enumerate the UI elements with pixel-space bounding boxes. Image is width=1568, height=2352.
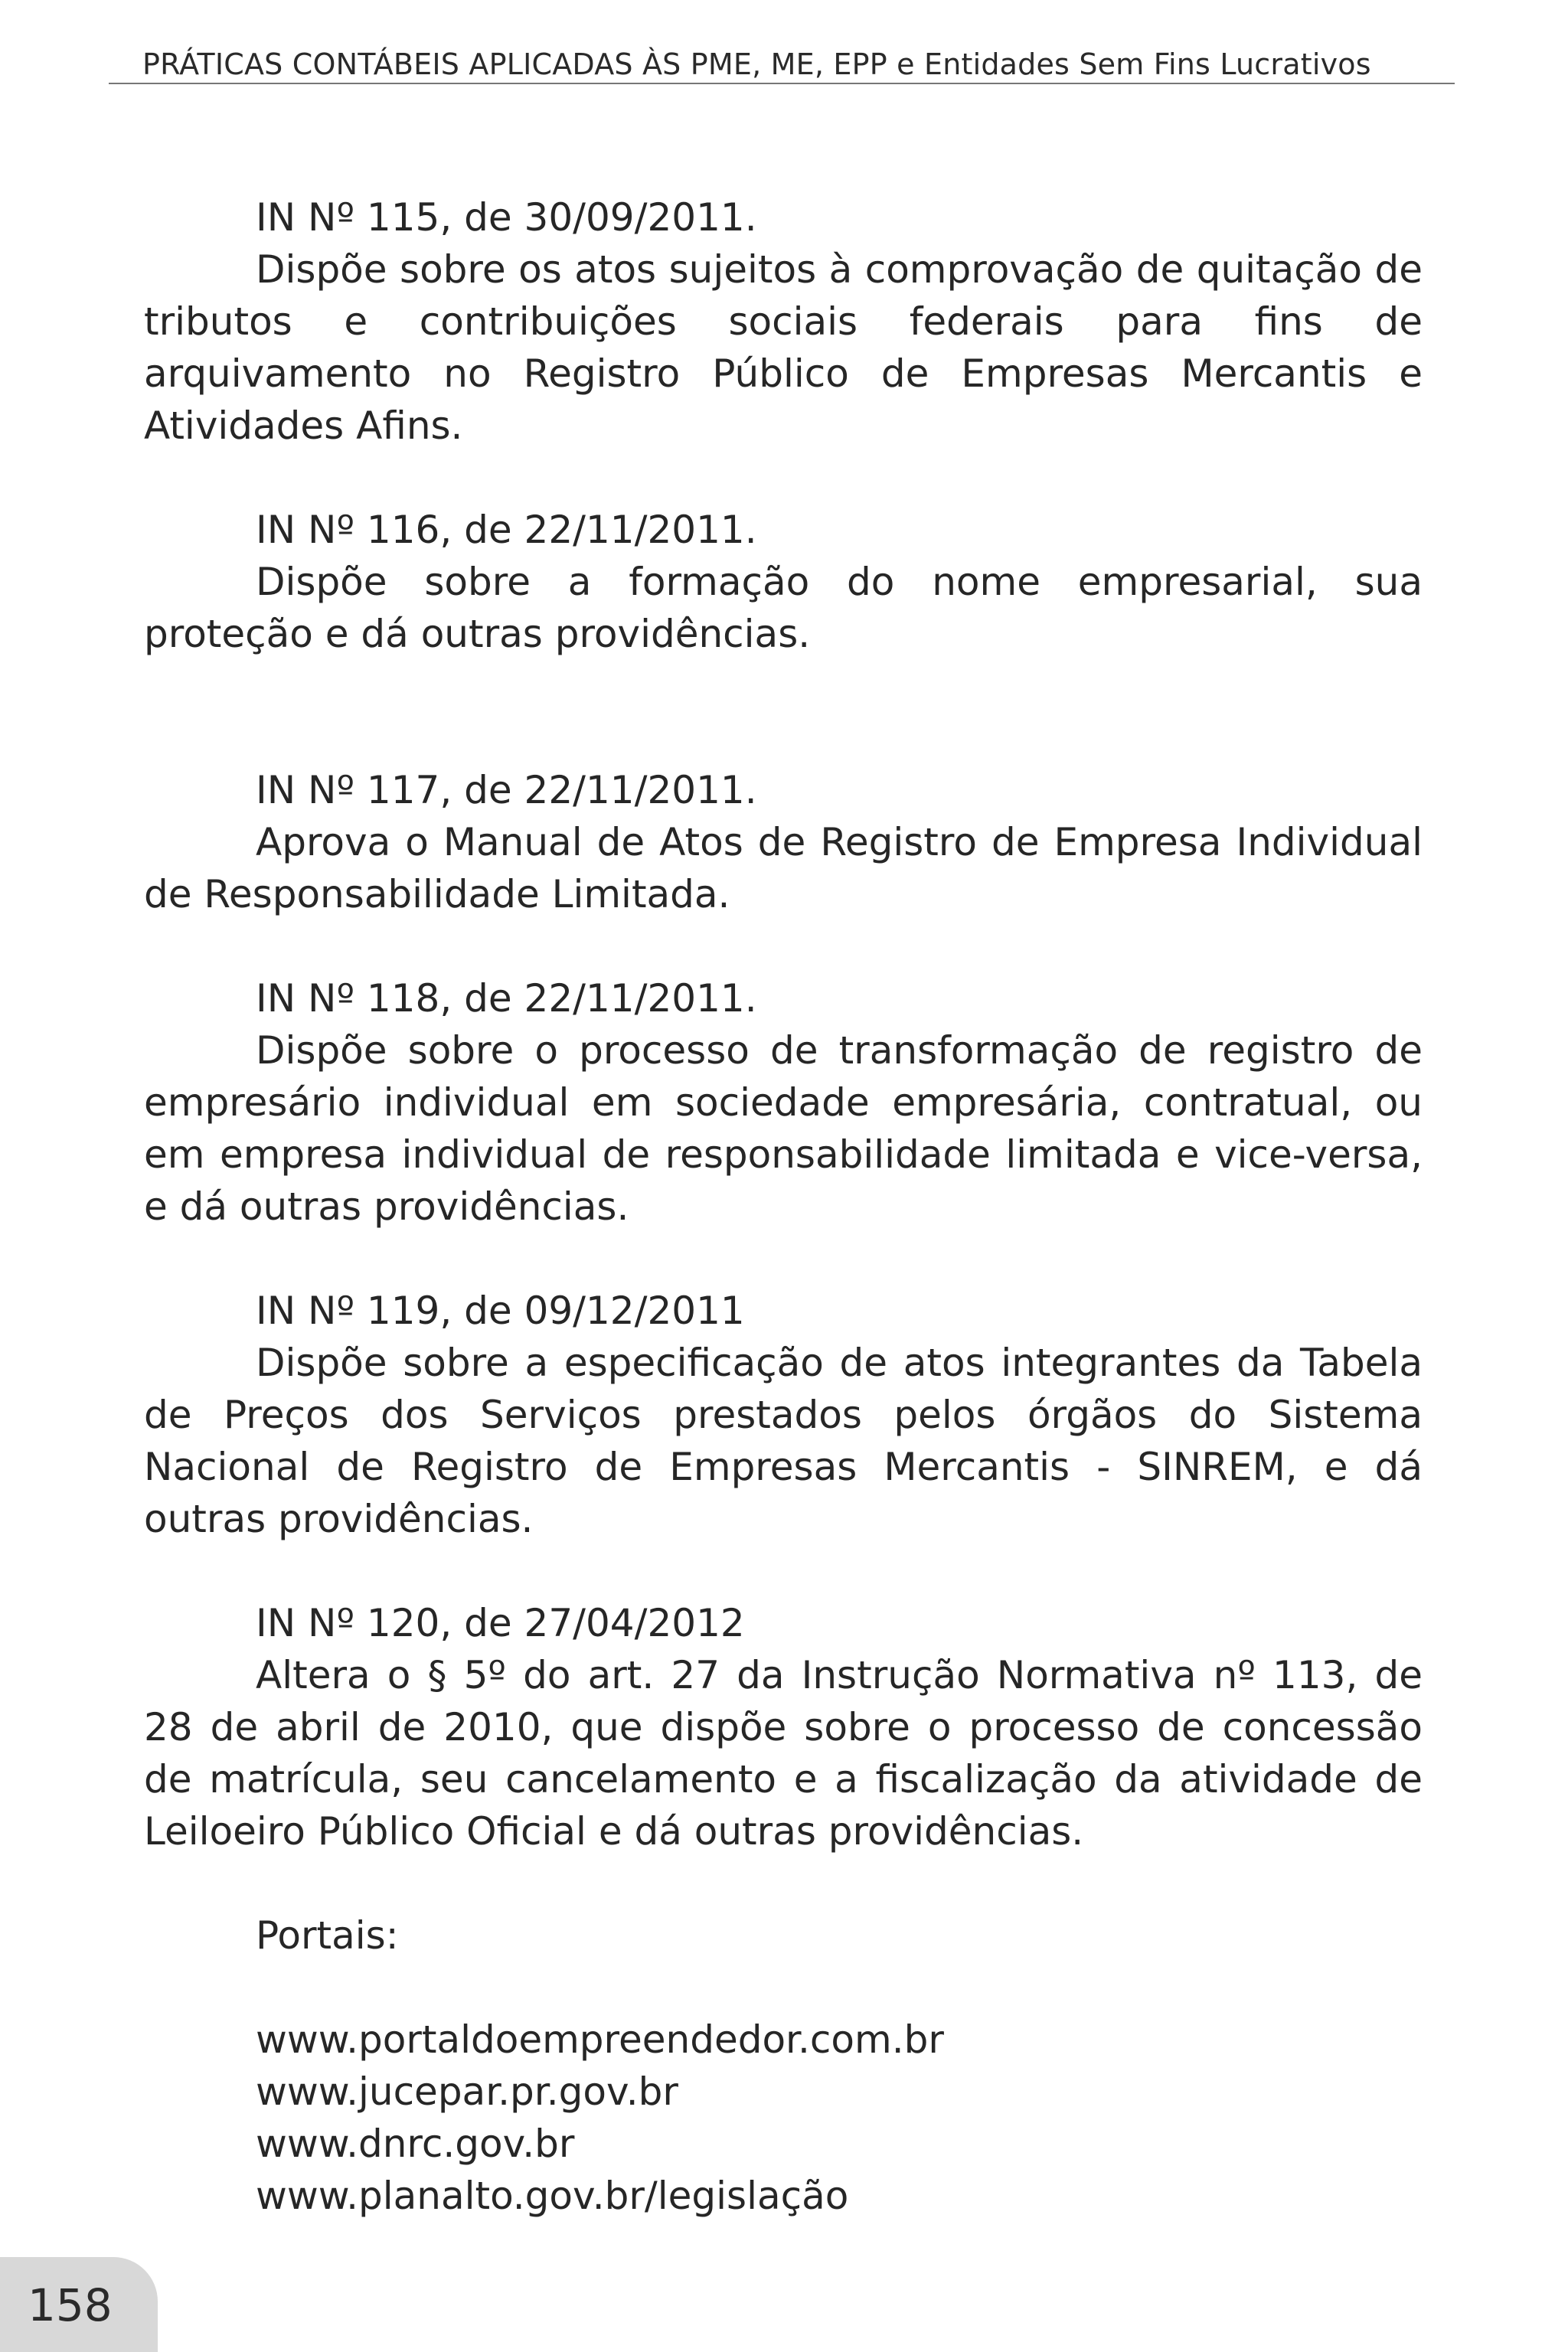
spacer — [144, 660, 1423, 764]
portal-link[interactable]: www.portaldoempreendedor.com.br — [256, 2017, 944, 2062]
spacer — [144, 920, 1423, 972]
entry-title: IN Nº 118, de 22/11/2011. — [256, 976, 757, 1021]
page-number: 158 — [28, 2279, 113, 2331]
entry-in-118 — [144, 972, 1423, 1233]
entry-description: Altera o § 5º do art. 27 da Instrução Normativa nº 113, de 28 de abril de 2010, que dispõe sobre o processo de concessão de matrícula, seu cancelamento e a fiscalização da atividade de Leiloeiro Público Oficial e dá outras providências. — [144, 1653, 1423, 1854]
portal-link-list — [144, 2014, 1423, 2222]
page-body — [144, 191, 1423, 2222]
spacer — [144, 1545, 1423, 1597]
running-header: PRÁTICAS CONTÁBEIS APLICADAS ÀS PME, ME, EPP e Entidades Sem Fins Lucrativos — [142, 47, 1371, 81]
entry-description: Dispõe sobre a especificação de atos integrantes da Tabela de Preços dos Serviços prestados pelos órgãos do Sistema Nacional de Registro de Empresas Mercantis - SINREM, e dá outras providências. — [144, 1341, 1423, 1541]
entry-title: IN Nº 116, de 22/11/2011. — [256, 508, 757, 552]
portals-heading: Portais: — [256, 1913, 399, 1958]
entry-in-116 — [144, 504, 1423, 660]
entry-description: Dispõe sobre o processo de transformação de registro de empresário individual em sociedade empresária, contratual, ou em empresa individual de responsabilidade limitada e vice-versa, e dá outras providências. — [144, 1028, 1423, 1229]
spacer — [144, 452, 1423, 504]
entry-title: IN Nº 120, de 27/04/2012 — [256, 1601, 745, 1645]
entry-title: IN Nº 117, de 22/11/2011. — [256, 768, 757, 812]
entry-title: IN Nº 115, de 30/09/2011. — [256, 195, 757, 240]
spacer — [144, 1857, 1423, 1909]
entry-description: Dispõe sobre os atos sujeitos à comprovação de quitação de tributos e contribuições sociais federais para fins de arquivamento no Registro Público de Empresas Mercantis e Atividades Afins. — [144, 247, 1423, 448]
entry-title: IN Nº 119, de 09/12/2011 — [256, 1289, 745, 1333]
entry-in-119 — [144, 1285, 1423, 1545]
header-divider — [109, 83, 1455, 84]
portal-link[interactable]: www.planalto.gov.br/legislação — [256, 2174, 849, 2218]
entry-in-115 — [144, 191, 1423, 452]
entry-in-117 — [144, 764, 1423, 920]
portal-link[interactable]: www.jucepar.pr.gov.br — [256, 2069, 678, 2114]
page-number-tab — [0, 2257, 158, 2352]
spacer — [144, 1962, 1423, 2014]
entry-in-120 — [144, 1597, 1423, 1857]
entry-description: Aprova o Manual de Atos de Registro de Empresa Individual de Responsabilidade Limitada. — [144, 820, 1423, 916]
entry-description: Dispõe sobre a formação do nome empresarial, sua proteção e dá outras providências. — [144, 560, 1423, 656]
spacer — [144, 1233, 1423, 1285]
portal-link[interactable]: www.dnrc.gov.br — [256, 2122, 575, 2166]
